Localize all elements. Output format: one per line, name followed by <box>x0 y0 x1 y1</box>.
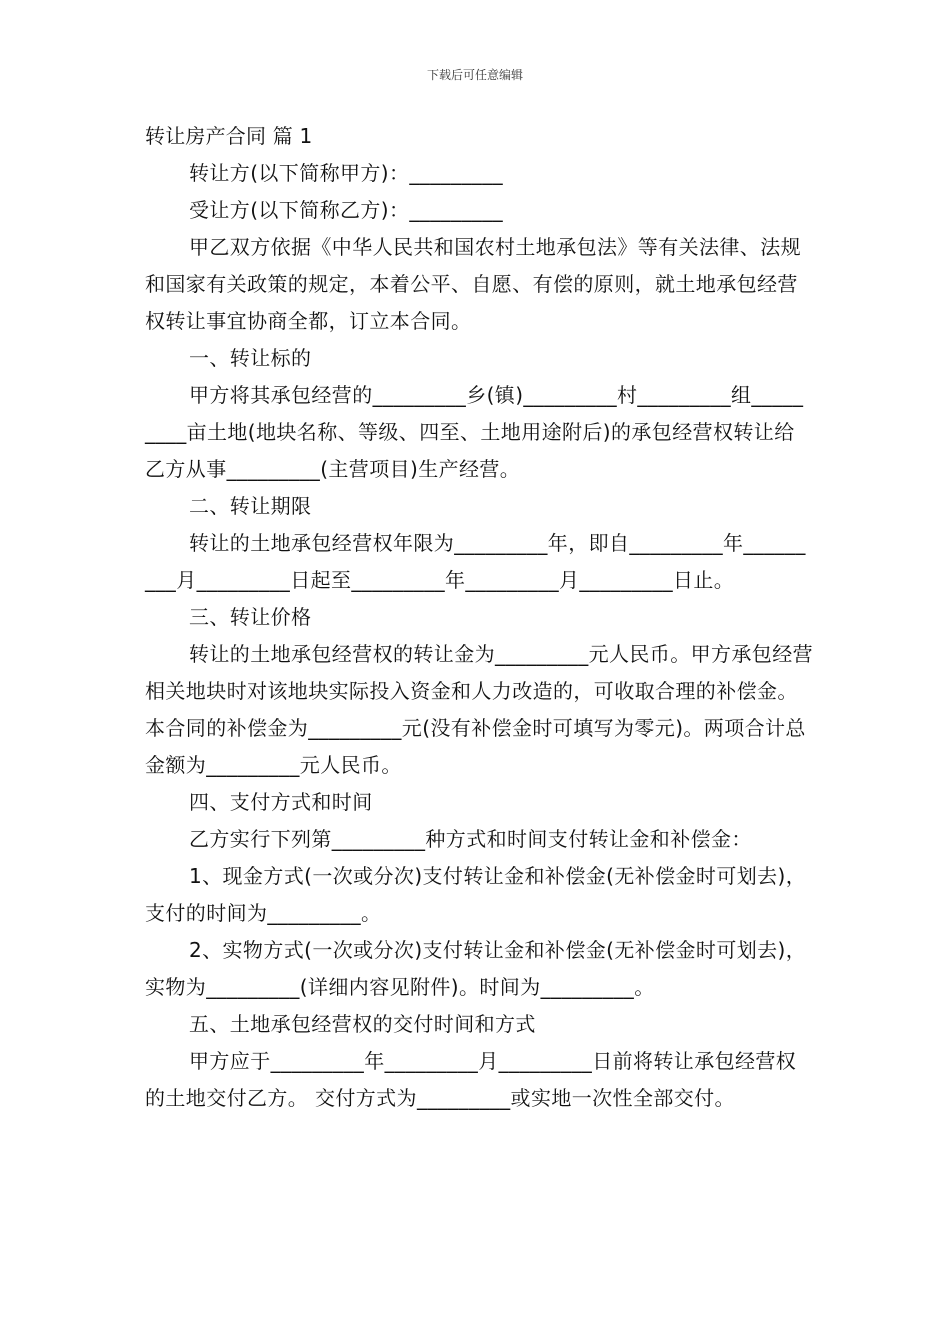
paragraph-preamble: 甲乙双方依据《中华人民共和国农村土地承包法》等有关法律、法规和国家有关政策的规定，本着公平、自愿、有偿的原则，就土地承包经营权转让事宜协商全都，订立本合同。 <box>145 235 801 333</box>
section-heading-4: 四、支付方式和时间 <box>189 790 373 814</box>
section-heading-1: 一、转让标的 <box>189 346 312 370</box>
paragraph-price: 转让的土地承包经营权的转让金为_________元人民币。甲方承包经营相关地块时对该地块实际投入资金和人力改造的，可收取合理的补偿金。本合同的补偿金为_________元(没有补偿金时可填写为零元)。两项合计总金额为_________元人民币。 <box>145 642 813 777</box>
paragraph-term: 转让的土地承包经营权年限为_________年，即自_________年_________月_________日起至_________年_________月_________日止。 <box>145 531 806 592</box>
paragraph-transferor: 转让方(以下简称甲方)：_________ <box>189 161 504 185</box>
section-heading-5: 五、土地承包经营权的交付时间和方式 <box>189 1012 536 1036</box>
section-heading-2: 二、转让期限 <box>189 494 312 518</box>
paragraph-delivery: 甲方应于_________年_________月_________日前将转让承包经营权的土地交付乙方。 交付方式为_________或实地一次性全部交付。 <box>145 1049 797 1110</box>
paragraph-payment-goods: 2、实物方式(一次或分次)支付转让金和补偿金(无补偿金时可划去)，实物为_________(详细内容见附件)。时间为_________。 <box>145 938 807 999</box>
paragraph-payment-choice: 乙方实行下列第_________种方式和时间支付转让金和补偿金： <box>189 827 752 851</box>
page-header: 下载后可任意编辑 <box>426 68 523 82</box>
paragraph-transferee: 受让方(以下简称乙方)：_________ <box>189 198 504 222</box>
paragraph-subject: 甲方将其承包经营的_________乡(镇)_________村_________组_________亩土地(地块名称、等级、四至、土地用途附后)的承包经营权转让给乙方从事_________(主营项目)生产经营。 <box>145 383 804 481</box>
document-title: 转让房产合同 篇 1 <box>145 124 313 148</box>
paragraph-payment-cash: 1、现金方式(一次或分次)支付转让金和补偿金(无补偿金时可划去)，支付的时间为_________。 <box>145 864 807 925</box>
document-body <box>145 118 813 1117</box>
section-heading-3: 三、转让价格 <box>189 605 312 629</box>
